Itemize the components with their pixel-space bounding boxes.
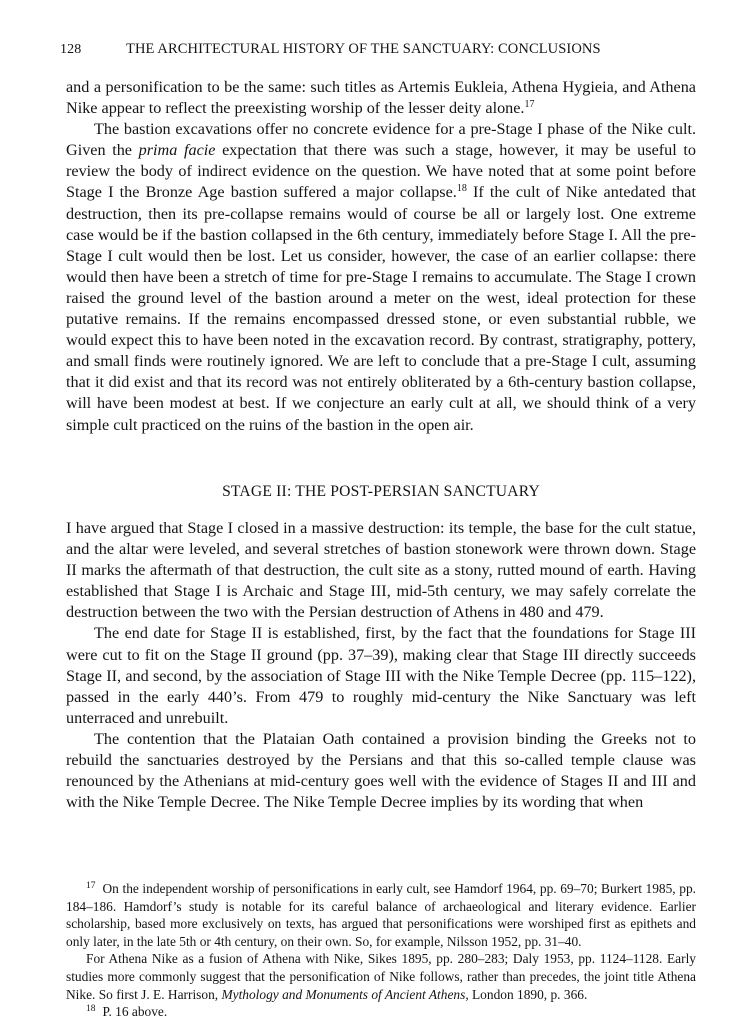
paragraph-plataian-oath: The contention that the Plataian Oath contained a provision binding the Greeks not to rebuild the sanctuaries destroyed by the Persians and that this so-called temple clause was renounced by the Athenians at mid-century goes well with the evidence of Stages II and III and with the Nike Temple Decree. The Nike Temple Decree implies by its wording that when (66, 729, 696, 812)
paragraph-text-b: expectation that there was such a stage, however, it may be useful to review the body of indirect evidence on the question. We have noted that at some point before Stage I the Bronze Age bastion suffered a major collapse. (66, 141, 696, 202)
paragraph-text: and a personification to be the same: such titles as Artemis Eukleia, Athena Hygieia, and Athena Nike appear to reflect the preexisting worship of the lesser deity alone. (66, 78, 696, 118)
footnote-text-a: For Athena Nike as a fusion of Athena with Nike, Sikes 1895, pp. 280–283; Daly 1953, pp. 1124–1128. Early studies more commonly suggest that the personification of Nike follows, rather than precedes, the joint title Athena Nike. So first J. E. Harrison, (66, 951, 696, 1002)
paragraph-pre-stage-evidence (66, 119, 696, 435)
footnote-18 (66, 1003, 696, 1021)
paragraph-stage-two-end-date: The end date for Stage II is established, first, by the fact that the foundations for Stage III were cut to fit on the Stage II ground (pp. 37–39), making clear that Stage III directly succeeds Stage II, and second, by the association of Stage III with the Nike Temple Decree (pp. 115–122), passed in the early 440’s. From 479 to roughly mid-century the Nike Sanctuary was left unterraced and unrebuilt. (66, 624, 696, 727)
footnote-number: 17 (86, 881, 96, 891)
paragraph-stage-two-intro: I have argued that Stage I closed in a massive destruction: its temple, the base for the cult statue, and the altar were leveled, and several stretches of bastion stonework were thrown down. Stage II marks the aftermath of that destruction, the cult site as a stony, rutted mound of earth. Having established that Stage I is Archaic and Stage III, mid-5th century, we may safely correlate the destruction between the two with the Persian destruction of Athens in 480 and 479. (66, 519, 696, 622)
page-number: 128 (60, 42, 82, 57)
footnote-ref-17[interactable]: 17 (524, 99, 535, 111)
paragraph-text-c: If the cult of Nike antedated that destruction, then its pre-collapse remains would of course be all or largely lost. One extreme case would be if the bastion collapsed in the 6th century, immediately before Stage I. All the pre-Stage I cult would then be lost. Let us consider, however, the case of an earlier collapse: there would then have been a stretch of time for pre-Stage I remains to accumulate. The Stage I crown raised the ground level of the bastion around a meter on the west, ideal protection for these putative remains. If the remains encompassed dressed stone, or even substantial rubble, we would expect this to have been noted in the excavation record. By contrast, stratigraphy, pottery, and small finds were routinely ignored. We are left to conclude that a pre-Stage I cult, assuming that it did exist and that its record was not entirely obliterated by a 6th-century bastion collapse, will have been modest at best. If we conjecture an early cult at all, we should think of a very simple cult practiced on the ruins of the bastion in the open air. (66, 183, 696, 434)
footnote-number: 18 (86, 1004, 96, 1015)
footnote-text: P. 16 above. (102, 1004, 168, 1020)
running-head (60, 41, 700, 58)
footnote-text-b: , London 1890, p. 366. (465, 986, 588, 1002)
paragraph-continuation (66, 77, 696, 119)
footnote-text: On the independent worship of personifications in early cult, see Hamdorf 1964, pp. 69–70; Burkert 1985, pp. 184–186. Hamdorf’s study is notable for its careful balance of archaeological and literary evidence. Earlier scholarship, based more exclusively on texts, has argued that personifications were worshiped first as epithets and only later, in the late 5th or 4th century, on their own. So, for example, Nilsson 1952, pp. 31–40. (66, 881, 696, 949)
footnote-17-continued (66, 950, 696, 1003)
book-title: Mythology and Monuments of Ancient Athens (221, 986, 466, 1002)
section-text-block (66, 518, 696, 813)
running-title: THE ARCHITECTURAL HISTORY OF THE SANCTUARY: CONCLUSIONS (126, 41, 601, 57)
section-heading: STAGE II: THE POST-PERSIAN SANCTUARY (222, 483, 540, 500)
footnote-ref-18[interactable]: 18 (456, 183, 467, 195)
footnote-17 (66, 880, 696, 950)
paragraph-text-a: The bastion excavations offer no concrete evidence for a pre-Stage I phase of the Nike cult. Given the (66, 120, 696, 160)
italic-phrase: prima facie (138, 141, 216, 160)
footnotes (66, 880, 696, 1021)
main-text-block (66, 77, 696, 436)
